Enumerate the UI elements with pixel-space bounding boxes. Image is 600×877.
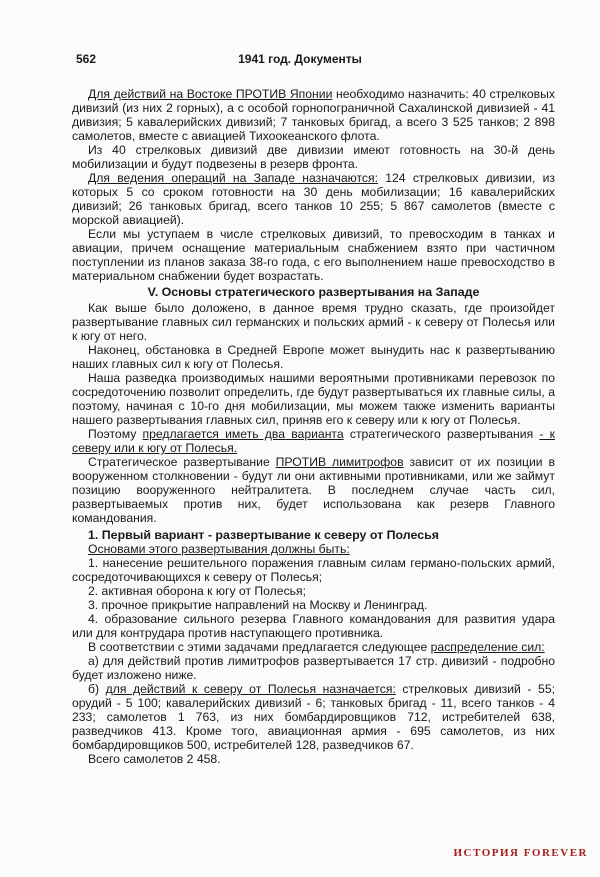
underlined-phrase: для действий к северу от Полесья назначается: xyxy=(105,682,396,696)
list-item: а) для действий против лимитрофов развертывается 17 стр. дивизий - подробно будет изложено ниже. xyxy=(72,654,555,682)
paragraph xyxy=(72,171,555,227)
underlined-phrase: Для действий на Востоке ПРОТИВ Японии xyxy=(88,87,333,101)
paragraph-text: В соответствии с этими задачами предлагается следующее xyxy=(88,640,431,654)
paragraph: Из 40 стрелковых дивизий две дивизии имеют готовность на 30-й день мобилизации и будут подвезены в резерв фронта. xyxy=(72,143,555,171)
underlined-phrase: распределение сил: xyxy=(430,640,545,654)
running-title: 1941 год. Документы xyxy=(238,52,362,66)
paragraph-text: Поэтому xyxy=(88,427,143,441)
underlined-phrase: Для ведения операций на Западе назначаются: xyxy=(88,171,378,185)
paragraph-text: необходимо назначить: 40 стрелковых дивизий (из них 2 горных), а с особой горнопограничной Сахалинской дивизией - 41 дивизия; 5 кавалерийских дивизий; 7 танковых бригад, а всего 3 525 танков; 2 898 самолетов, вместе с авиацией Тихоокеанского флота. xyxy=(72,87,555,143)
watermark: ИСТОРИЯ FOREVER xyxy=(453,847,588,859)
paragraph-text: б) xyxy=(88,682,106,696)
paragraph: Всего самолетов 2 458. xyxy=(88,752,221,766)
list-item xyxy=(72,682,555,752)
paragraph-text: 124 стрелковых дивизии, из которых 5 со сроком готовности на 30 день мобилизации; 16 кавалерийских дивизий; 26 танковых бригад, всего танков 10 255; 5 867 самолетов (вместе с морской авиацией). xyxy=(72,171,555,227)
paragraph: Если мы уступаем в числе стрелковых дивизий, то превосходим в танках и авиации, причем оснащение материальным снабжением взято при частичном поступлении из планов заказа 38-го года, с его выполнением наше превосходство в материальном снабжении будет возрастать. xyxy=(72,227,555,283)
paragraph: Наша разведка производимых нашими вероятными противниками перевозок по сосредоточению позволит определить, где будут развертываться их главные силы, а поэтому, начиная с 10-го дня мобилизации, мы можем также изменить варианты нашего развертывания главных сил, приняв его к северу или к югу от Полесья. xyxy=(72,371,555,427)
document-body xyxy=(72,87,555,766)
subsection-heading: 1. Первый вариант - развертывание к северу от Полесья xyxy=(88,528,439,542)
underlined-phrase: - к северу или к югу от Полесья. xyxy=(72,427,555,455)
paragraph xyxy=(72,427,555,455)
page-number: 562 xyxy=(76,52,97,66)
paragraph xyxy=(72,87,555,143)
section-heading: V. Основы стратегического развертывания на Западе xyxy=(147,285,480,299)
paragraph-text: стратегического развертывания xyxy=(343,427,540,441)
underlined-phrase: Основами этого развертывания должны быть: xyxy=(88,542,350,556)
underlined-phrase: предлагается иметь два варианта xyxy=(142,427,344,441)
underlined-phrase: ПРОТИВ лимитрофов xyxy=(275,455,404,469)
paragraph: Как выше было доложено, в данное время трудно сказать, где произойдет развертывание главных сил германских и польских армий - к северу от Полесья или к югу от него. xyxy=(72,301,555,343)
page-header xyxy=(76,52,524,68)
paragraph xyxy=(72,542,555,556)
paragraph xyxy=(72,455,555,525)
paragraph-text: стрелковых дивизий - 55; орудий - 5 100; кавалерийских дивизий - 6; танковых бригад - 11, всего танков - 4 233; самолетов 1 763, из них бомбардировщиков 712, истребителей 638, разведчиков 413. Кроме того, авиационная армия - 695 самолетов, из них бомбардировщиков 500, истребителей 128, разведчиков 67. xyxy=(72,682,555,752)
list-item: 2. активная оборона к югу от Полесья; xyxy=(88,584,306,598)
paragraph xyxy=(72,640,555,654)
paragraph: Наконец, обстановка в Средней Европе может вынудить нас к развертыванию наших главных сил к югу от Полесья. xyxy=(72,343,555,371)
list-item: 1. нанесение решительного поражения главным силам германо-польских армий, сосредоточивающихся к северу от Полесья; xyxy=(72,556,555,584)
paragraph-text: зависит от их позиции в вооруженном столкновении - будут ли они активными противниками, или же займут позицию вооруженного нейтралитета. В последнем случае часть сил, развертываемых против них, будет использована как резерв Главного командования. xyxy=(72,455,555,525)
paragraph-text: Стратегическое развертывание xyxy=(88,455,276,469)
list-item: 3. прочное прикрытие направлений на Москву и Ленинград. xyxy=(88,598,428,612)
list-item: 4. образование сильного резерва Главного командования для развития удара или для контрудара против наступающего противника. xyxy=(72,612,555,640)
